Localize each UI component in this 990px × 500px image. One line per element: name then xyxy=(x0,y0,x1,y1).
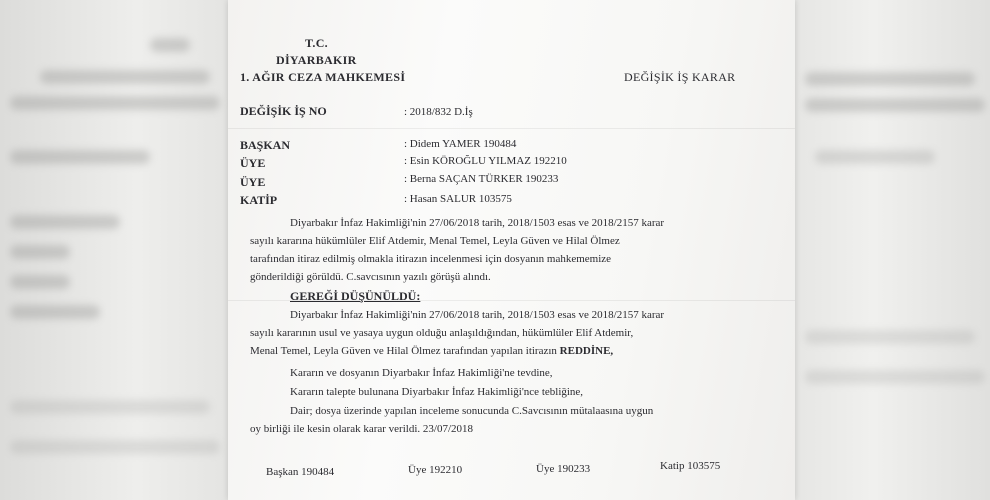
paragraph-5-line-2: oy birliği ile kesin olarak karar verildi. 23/07/2018 xyxy=(250,423,474,435)
paragraph-2-line-3-text: Menal Temel, Leyla Güven ve Hilal Ölmez tarafından yapılan itirazın xyxy=(250,345,557,357)
paragraph-4: Kararın talepte bulunana Diyarbakır İnfaz Hakimliği'nce tebliğine, xyxy=(290,386,584,398)
header-city: DİYARBAKIR xyxy=(276,53,357,67)
paragraph-1-line-4: gönderildiği görüldü. C.savcısının yazılı görüşü alındı. xyxy=(250,271,491,283)
blurred-background-right xyxy=(795,0,990,500)
paragraph-3: Kararın ve dosyanın Diyarbakır İnfaz Hakimliği'ne tevdine, xyxy=(290,367,553,379)
panel-value-uye-2: : Berna SAÇAN TÜRKER 190233 xyxy=(404,173,559,185)
header-tc: T.C. xyxy=(305,36,328,50)
header-court: 1. AĞIR CEZA MAHKEMESİ xyxy=(240,70,406,84)
case-no-value: : 2018/832 D.İş xyxy=(404,106,473,118)
signature-baskan: Başkan 190484 xyxy=(266,466,335,478)
panel-value-uye-1: : Esin KÖROĞLU YILMAZ 192210 xyxy=(404,155,567,167)
paragraph-2-line-2: sayılı kararının usul ve yasaya uygun olduğu anlaşıldığından, hükümlüler Elif Atdemir, xyxy=(250,327,634,339)
panel-label-uye-2: ÜYE xyxy=(240,175,266,189)
gereg-dusunuldu-heading: GEREĞİ DÜŞÜNÜLDÜ: xyxy=(290,289,421,303)
doc-type: DEĞİŞİK İŞ KARAR xyxy=(624,70,736,84)
signature-uye-1: Üye 192210 xyxy=(408,464,463,476)
signature-uye-2: Üye 190233 xyxy=(536,463,591,475)
paragraph-2-line-3 xyxy=(250,343,613,359)
paragraph-1-line-3: tarafından itiraz edilmiş olmakla itirazın incelenmesi için dosyanın mahkememize xyxy=(250,253,612,265)
panel-value-baskan: : Didem YAMER 190484 xyxy=(404,138,517,150)
court-decision-document xyxy=(228,0,795,500)
paragraph-2-line-1: Diyarbakır İnfaz Hakimliği'nin 27/06/2018 tarih, 2018/1503 esas ve 2018/2157 karar xyxy=(290,309,665,321)
panel-label-baskan: BAŞKAN xyxy=(240,138,291,152)
reddine-decision: REDDİNE, xyxy=(559,345,614,357)
signature-katip: Katip 103575 xyxy=(660,460,721,472)
panel-value-katip: : Hasan SALUR 103575 xyxy=(404,193,512,205)
paragraph-5-line-1: Dair; dosya üzerinde yapılan inceleme sonucunda C.Savcısının mütalaasına uygun xyxy=(290,405,654,417)
panel-label-uye-1: ÜYE xyxy=(240,156,266,170)
case-no-label: DEĞİŞİK İŞ NO xyxy=(240,104,327,118)
paragraph-1-line-2: sayılı kararına hükümlüler Elif Atdemir, Menal Temel, Leyla Güven ve Hilal Ölmez xyxy=(250,235,620,247)
blurred-background-left xyxy=(0,0,228,500)
paragraph-1-line-1: Diyarbakır İnfaz Hakimliği'nin 27/06/2018 tarih, 2018/1503 esas ve 2018/2157 karar xyxy=(290,217,665,229)
panel-label-katip: KATİP xyxy=(240,193,278,207)
